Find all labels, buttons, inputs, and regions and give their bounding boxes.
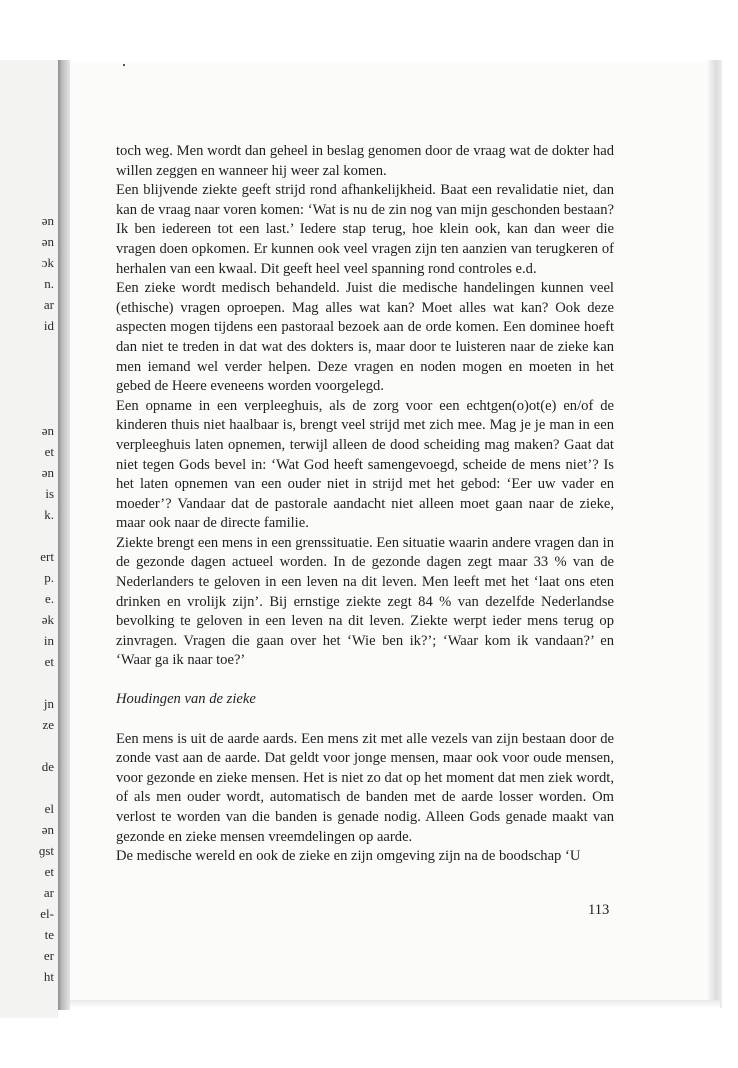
- facing-fragment: [0, 336, 54, 357]
- facing-fragment: et: [44, 444, 54, 459]
- facing-fragment: ɡst: [38, 843, 54, 858]
- facing-fragment: ar: [43, 297, 54, 312]
- page-number: 113: [588, 902, 610, 918]
- facing-fragment: ən: [41, 213, 54, 228]
- facing-fragment: k.: [44, 507, 54, 522]
- facing-fragment: et: [44, 654, 54, 669]
- facing-fragment: in: [43, 633, 54, 648]
- facing-fragment: [0, 777, 54, 798]
- facing-fragment: el: [44, 801, 54, 816]
- paragraph: toch weg. Men wordt dan geheel in beslag genomen door de vraag wat de dokter had willen zeggen en wanneer hij weer zal komen.: [116, 143, 614, 179]
- facing-fragment: ɔk: [41, 255, 54, 270]
- facing-fragment: ən: [41, 423, 54, 438]
- facing-fragment: p.: [44, 570, 54, 585]
- paragraph: Ziekte brengt een mens in een grenssituatie. Een situatie waarin andere vragen dan in de gezonde dagen actueel worden. In de gezonde dagen zegt maar 33 % van de Nederlanders te geloven in een leven na dit leven. Men leeft met het ‘laat ons eten drinken en vrolijk zijn’. Bij ernstige ziekte zegt 84 % van dezelfde Nederlandse bevolking te geloven in een leven na dit leven. Ziekte werpt ieder mens terug op zinvragen. Vragen die gaan over het ‘Wie ben ik?’; ‘Waar kom ik vandaan?’ en ‘Waar ga ik naar toe?’: [116, 534, 614, 669]
- facing-fragment: n.: [44, 276, 54, 291]
- facing-fragment: te: [44, 927, 54, 942]
- paragraph: Een opname in een verpleeghuis, als de zorg voor een echtgen(o)ot(e) en/of de kinderen thuis niet haalbaar is, brengt veel strijd met zich mee. Mag je je man in een verpleeghuis laten opnemen, terwijl alleen de dood scheiding mag maken? Gaat dat niet tegen Gods bevel in: ‘Wat God heeft samengevoegd, scheide de mens niet’? Is het laten opnemen van een ouder niet in strijd met het gebod: ‘Eer uw vader en moeder’? Vandaar dat de pastorale aandacht niet alleen moet gaan naar de zieke, maar ook naar de directe familie.: [116, 397, 614, 532]
- facing-fragment: [0, 399, 54, 420]
- paragraph: Een blijvende ziekte geeft strijd rond afhankelijkheid. Baat een revalidatie niet, dan kan de vraag naar voren komen: ‘Wat is nu de zin nog van mijn geschonden bestaan? Ik ben iedereen tot een last.’ Iedere stap terug, hoe klein ook, kan dan weer die vragen doen opkomen. Er kunnen ook veel vragen zijn ten aanzien van terugkeren of herhalen van een kwaal. Dit geeft heel veel spanning rond controles e.d.: [116, 182, 614, 277]
- facing-page-text-fragments: [0, 210, 58, 987]
- page-body-text: [116, 142, 614, 867]
- page-stack-edge: [708, 60, 722, 1008]
- paragraph: Een zieke wordt medisch behandeld. Juist die medische handelingen kunnen veel (ethische) vragen oproepen. Mag alles wat kan? Moet alles wat kan? Ook deze aspecten mogen tijdens een pastoraal bezoek aan de orde komen. Een dominee hoeft dan niet te treden in dat wat des dokters is, maar door te luisteren naar de zieke kan men iemand wel verder helpen. Deze vragen en noden mogen en moeten in het gebed de Heere eveneens worden voorgelegd.: [116, 280, 614, 395]
- facing-fragment: et: [44, 864, 54, 879]
- facing-fragment: ar: [43, 885, 54, 900]
- paragraph: De medische wereld en ook de zieke en zijn omgeving zijn na de boodschap ‘U: [116, 848, 581, 865]
- facing-fragment: id: [43, 318, 54, 333]
- print-mark: [123, 64, 125, 66]
- facing-fragment: de: [41, 759, 54, 774]
- facing-page-edge: [0, 60, 58, 1018]
- facing-fragment: is: [45, 486, 54, 501]
- book-gutter: [58, 60, 70, 1010]
- facing-fragment: ən: [41, 465, 54, 480]
- facing-fragment: [0, 735, 54, 756]
- facing-fragment: ert: [40, 549, 54, 564]
- facing-fragment: ze: [42, 717, 54, 732]
- page-bottom-edge: [70, 1000, 720, 1008]
- section-heading: Houdingen van de zieke: [116, 691, 256, 708]
- facing-fragment: e.: [44, 591, 54, 606]
- facing-fragment: el-: [40, 906, 54, 921]
- facing-fragment: [0, 525, 54, 546]
- facing-fragment: ən: [41, 822, 54, 837]
- facing-fragment: jn: [43, 696, 54, 711]
- facing-fragment: ək: [41, 612, 54, 627]
- facing-fragment: [0, 357, 54, 378]
- facing-fragment: ht: [43, 969, 54, 984]
- paragraph: Een mens is uit de aarde aards. Een mens zit met alle vezels van zijn bestaan door de zonde vast aan de aarde. Dat geldt voor jonge mensen, maar ook voor oude mensen, voor gezonde en zieke mensen. Het is niet zo dat op het moment dat men ziek wordt, of als men ouder wordt, automatisch de banden met de aarde losser worden. Om verlost te worden van die banden is genade nodig. Alleen Gods genade maakt van gezonde en zieke mensen vreemdelingen op aarde.: [116, 730, 614, 845]
- facing-fragment: [0, 378, 54, 399]
- facing-fragment: er: [43, 948, 54, 963]
- facing-fragment: ən: [41, 234, 54, 249]
- facing-fragment: [0, 672, 54, 693]
